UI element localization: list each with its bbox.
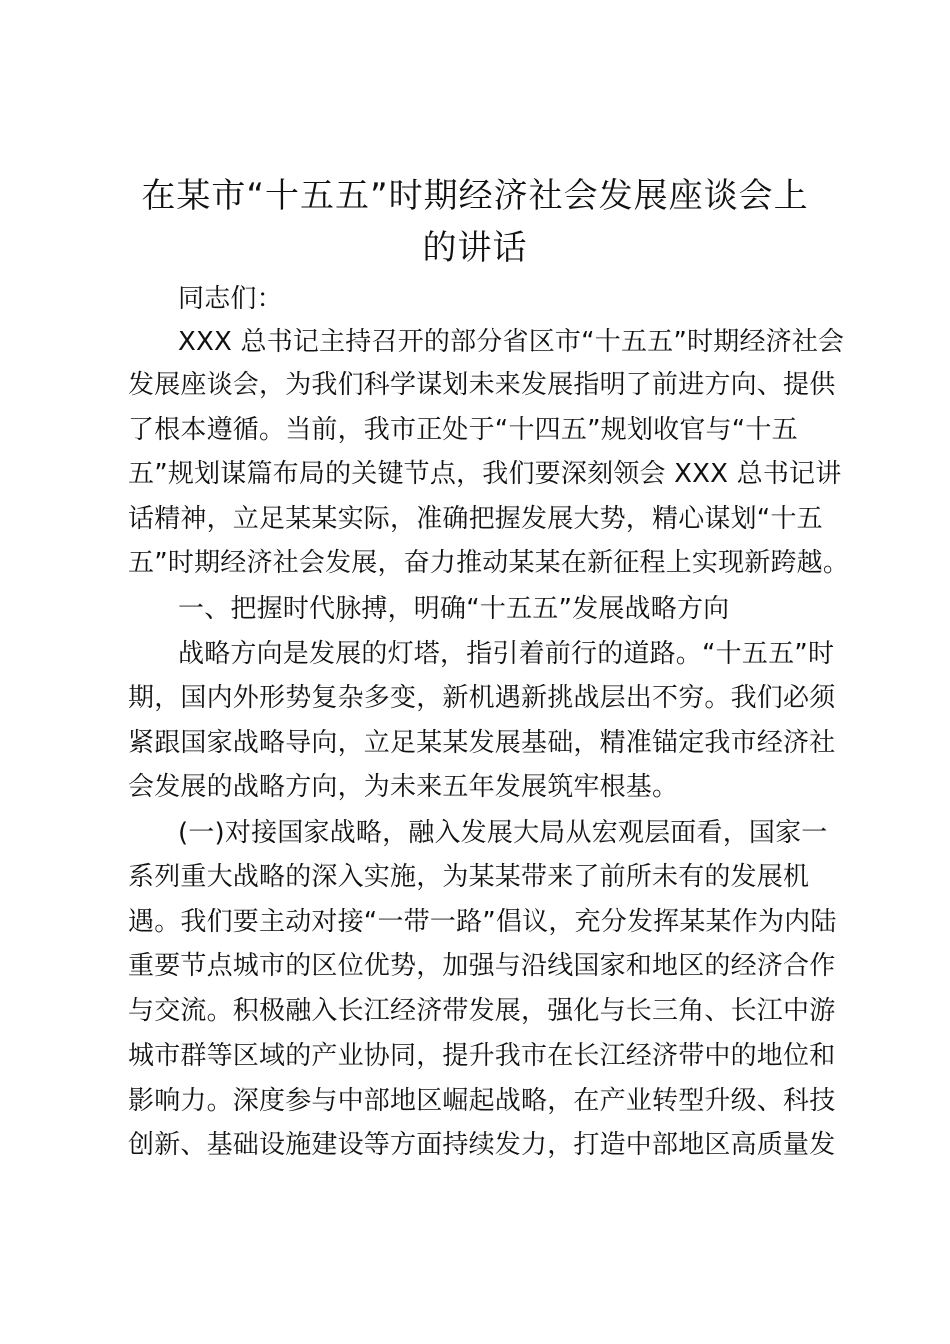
- paragraph-line: 与交流。积极融入长江经济带发展，强化与长三角、长江中游: [128, 996, 836, 1026]
- paragraph-line: 了根本遵循。当前，我市正处于“十四五”规划收官与“十五: [128, 415, 798, 445]
- paragraph-line: 五”时期经济社会发展，奋力推动某某在新征程上实现新跨越。: [128, 548, 850, 578]
- paragraph-line: 战略方向是发展的灯塔，指引着前行的道路。“十五五”时: [178, 639, 835, 669]
- paragraph-line: XXX 总书记主持召开的部分省区市“十五五”时期经济社会: [178, 327, 845, 357]
- paragraph-line: 遇。我们要主动对接“一带一路”倡议，充分发挥某某作为内陆: [128, 907, 837, 937]
- document-title-line-2: 的讲话: [422, 228, 528, 268]
- paragraph-line: 紧跟国家战略导向，立足某某发展基础，精准锚定我市经济社: [128, 728, 836, 758]
- paragraph-line: 系列重大战略的深入实施，为某某带来了前所未有的发展机: [128, 862, 810, 892]
- paragraph-line: 创新、基础设施建设等方面持续发力，打造中部地区高质量发: [128, 1130, 836, 1160]
- document-title-line-1: 在某市“十五五”时期经济社会发展座谈会上: [141, 176, 809, 216]
- paragraph-line: 期，国内外形势复杂多变，新机遇新挑战层出不穷。我们必须: [128, 683, 836, 713]
- paragraph-line: (一)对接国家战略，融入发展大局从宏观层面看，国家一: [178, 818, 828, 848]
- salutation: 同志们：: [178, 284, 283, 314]
- section-heading: 一、把握时代脉搏，明确“十五五”发展战略方向: [178, 594, 730, 624]
- paragraph-line: 五”规划谋篇布局的关键节点，我们要深刻领会 XXX 总书记讲: [128, 459, 842, 489]
- paragraph-line: 影响力。深度参与中部地区崛起战略，在产业转型升级、科技: [128, 1086, 836, 1116]
- paragraph-line: 城市群等区域的产业协同，提升我市在长江经济带中的地位和: [128, 1041, 836, 1071]
- paragraph-line: 话精神，立足某某实际，准确把握发展大势，精心谋划“十五: [128, 504, 823, 534]
- paragraph-line: 重要节点城市的区位优势，加强与沿线国家和地区的经济合作: [128, 951, 836, 981]
- paragraph-line: 发展座谈会，为我们科学谋划未来发展指明了前进方向、提供: [128, 370, 836, 400]
- paragraph-line: 会发展的战略方向，为未来五年发展筑牢根基。: [128, 772, 679, 802]
